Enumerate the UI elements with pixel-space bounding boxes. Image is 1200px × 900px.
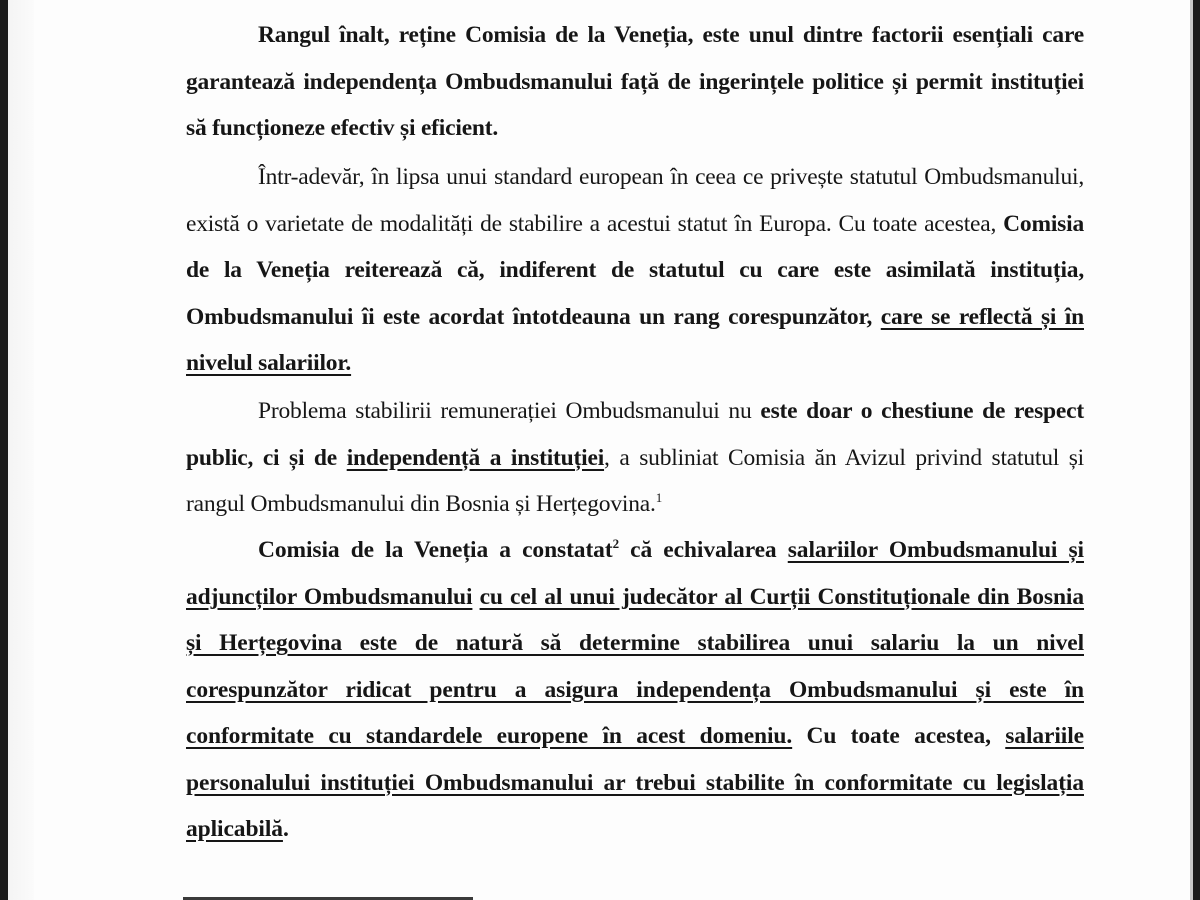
- text-segment-underlined: salariilor Ombudsmanului și adjuncților Ombudsmanului: [186, 537, 1084, 610]
- paragraph-rank: [186, 12, 1084, 152]
- text-segment: Problema stabilirii remunerației Ombudsmanului nu: [258, 398, 761, 424]
- text-segment-underlined: independență a instituției: [346, 444, 605, 471]
- footnote-ref-1[interactable]: 1: [655, 490, 662, 505]
- footnote-ref-2[interactable]: 2: [612, 536, 619, 551]
- text-segment-underlined: salariile personalului instituției Ombudsmanului ar trebui stabilite în conformitate cu legislația aplicabilă: [186, 723, 1084, 842]
- paragraph-body: [186, 12, 1084, 152]
- text-segment-bold: .: [282, 816, 289, 842]
- text-segment-underlined: cu cel al unui judecător al Curții Constituționale din Bosnia și Herțegovina este de natură să determine stabilirea unui salariu la un nivel corespunzător ridicat pentru a asigura independența Ombudsmanului și este în conformitate cu standardele europene în acest domeniu.: [186, 583, 1085, 749]
- paragraph-salary-equivalence: [186, 527, 1084, 853]
- text-segment-bold: că echivalarea: [618, 537, 788, 563]
- text-segment-bold: [472, 584, 479, 610]
- text-segment: Într-adevăr, în lipsa unui standard european în ceea ce privește statutul Ombudsmanului, există o varietate de modalități de stabilire a acestui statut în Europa. Cu toate acestea,: [186, 164, 1084, 237]
- scan-shadow-left: [8, 0, 34, 900]
- scan-border-left: [0, 0, 8, 900]
- text-segment-underlined: care se reflectă și în nivelul salariilor.: [186, 303, 1084, 376]
- paragraph-european-standard: [186, 154, 1084, 387]
- text-segment-bold: Comisia de la Veneția reiterează că, indiferent de statutul cu care este asimilată instituția, Ombudsmanului îi este acordat întotdeauna un rang corespunzător,: [186, 210, 1084, 330]
- text-segment-bold: este doar o chestiune de respect public, ci și de: [186, 398, 1084, 471]
- scan-border-right: [1193, 0, 1200, 900]
- paragraph-remuneration: [186, 388, 1084, 528]
- text-segment-bold: Cu toate acestea,: [792, 723, 1006, 749]
- paragraph-body: [186, 388, 1084, 528]
- text-segment-bold: Comisia de la Veneția a constatat: [258, 537, 613, 563]
- text-segment: , a subliniat Comisia ăn Avizul privind statutul și rangul Ombudsmanului din Bosnia și Herțegovina.: [186, 444, 1085, 517]
- paragraph-body: [186, 154, 1084, 387]
- paragraph-body: [186, 527, 1084, 853]
- text-segment: Rangul înalt, reține Comisia de la Veneția, este unul dintre factorii esențiali care garantează independența Ombudsmanului față de ingerințele politice și permit instituției să funcționeze efectiv și eficient.: [186, 22, 1084, 141]
